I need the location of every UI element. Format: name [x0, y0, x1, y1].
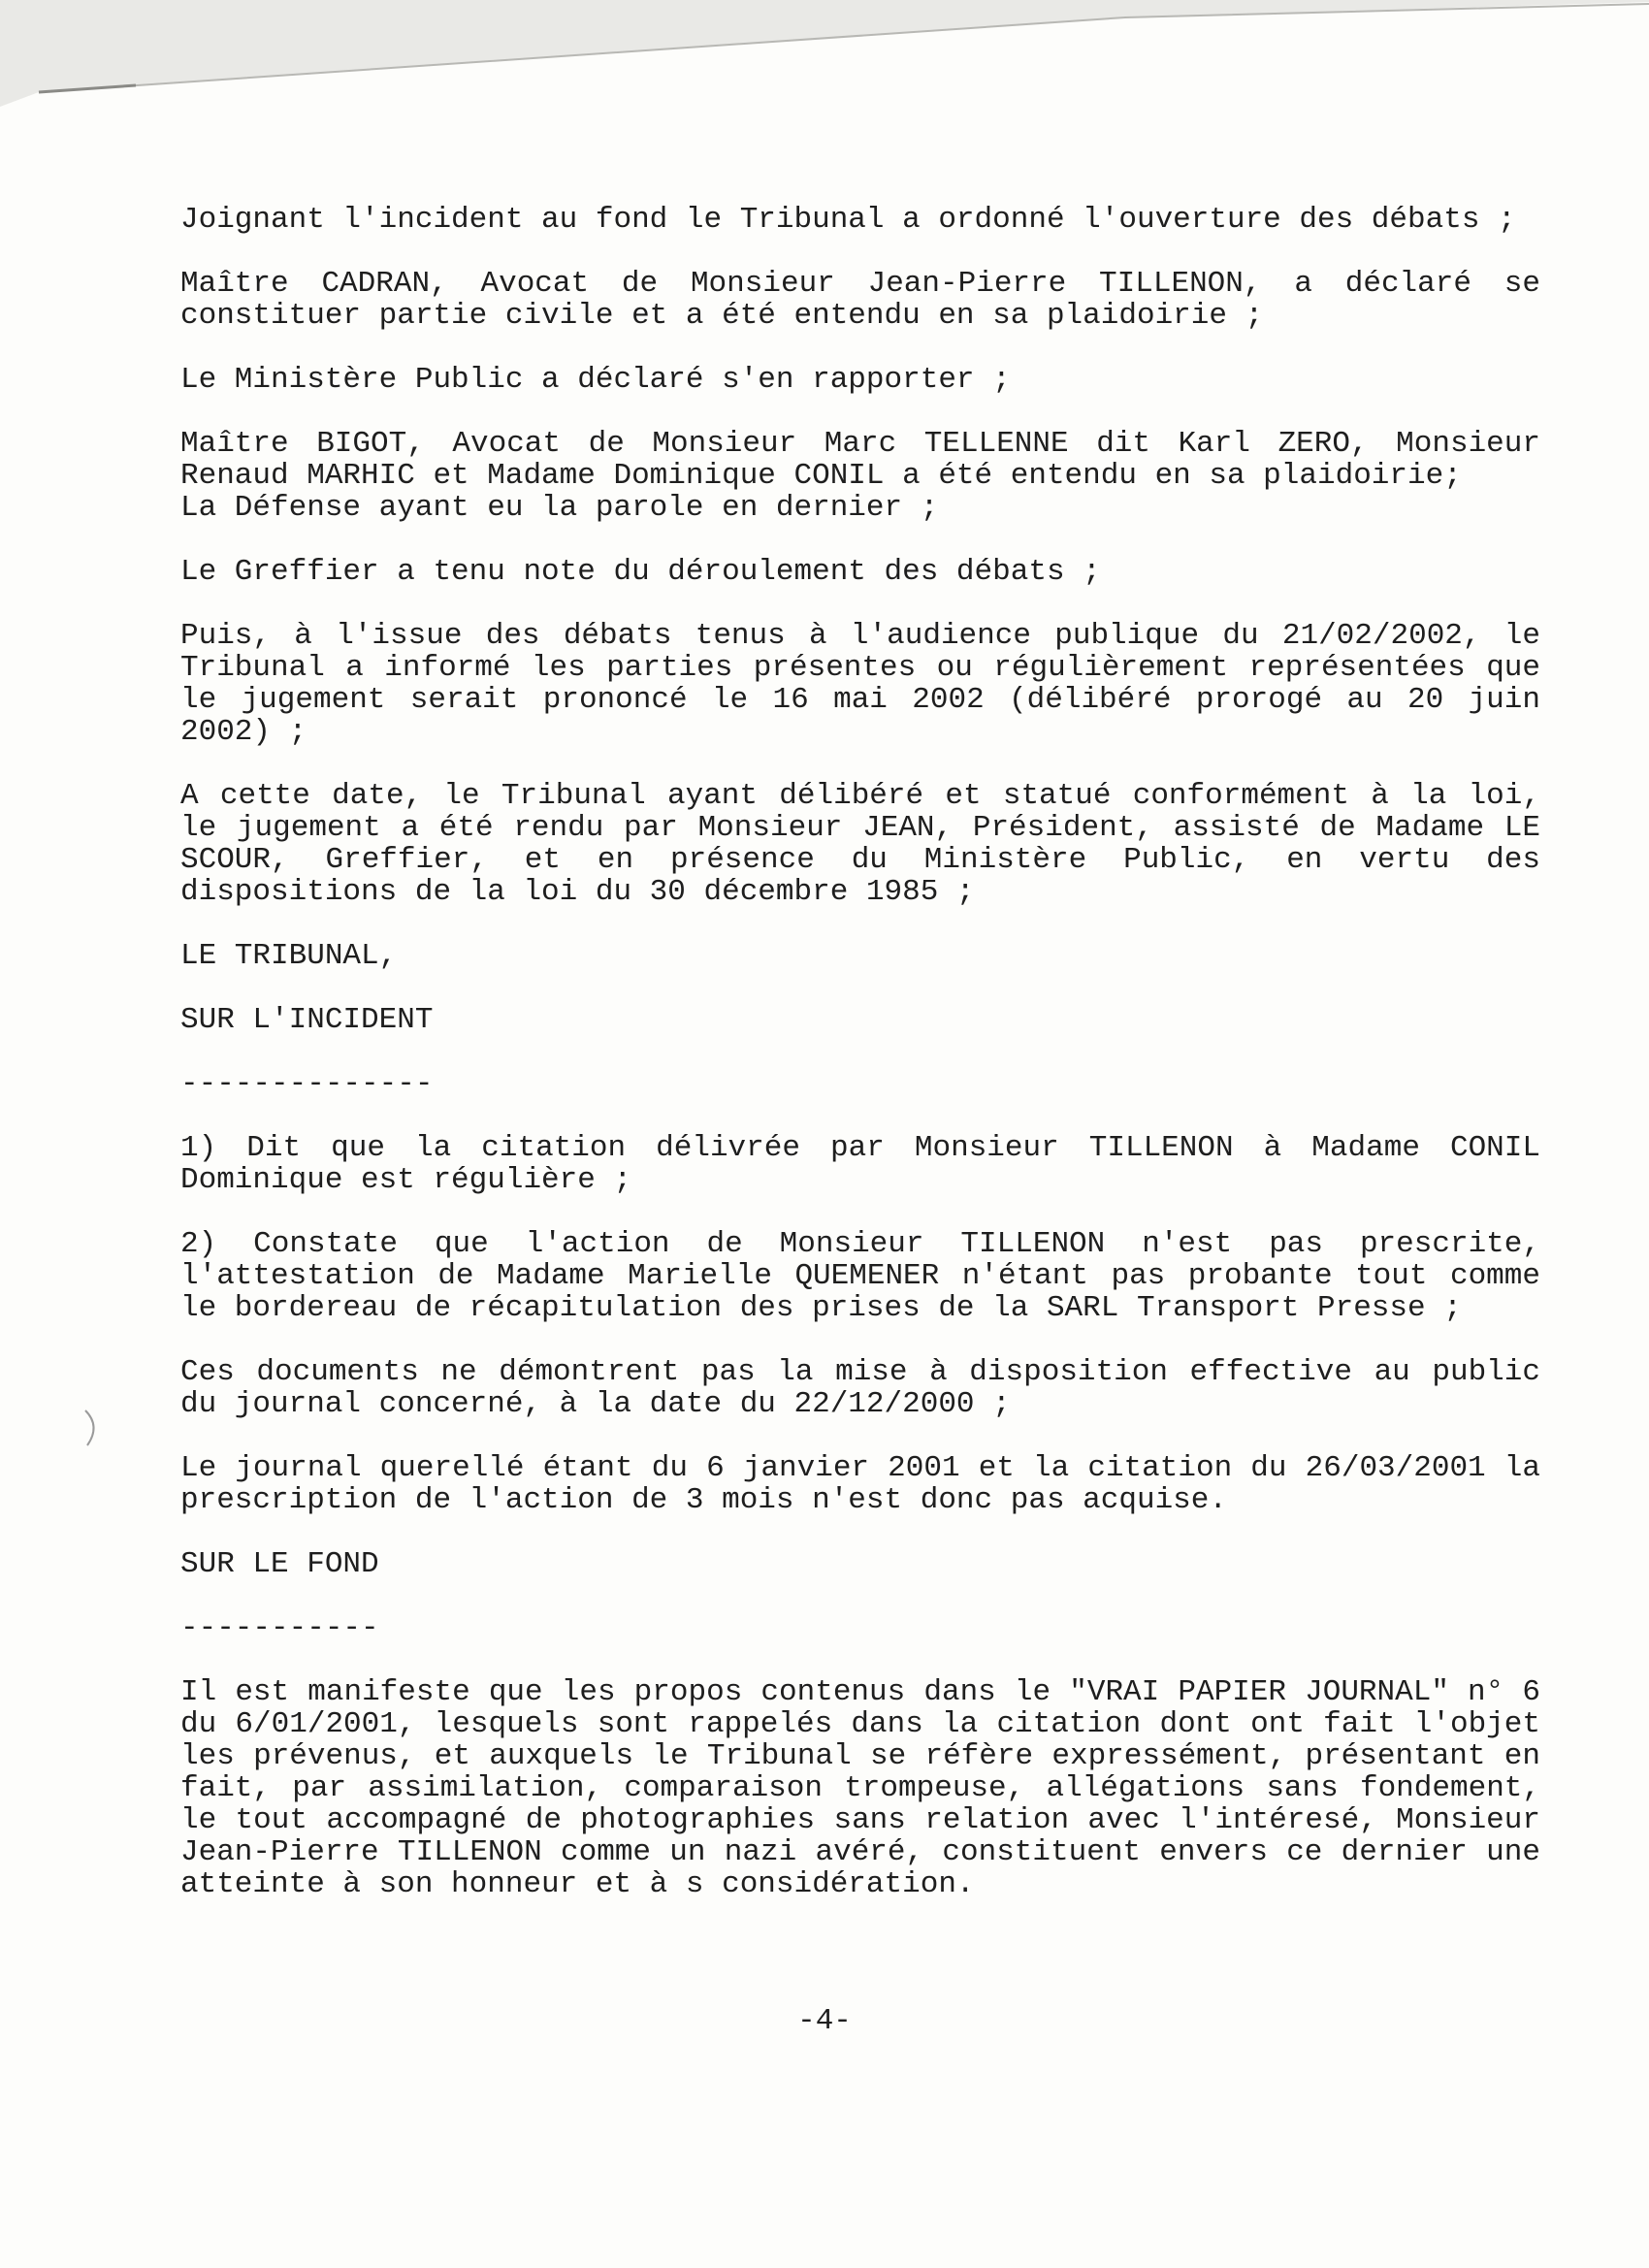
paragraph: Le Greffier a tenu note du déroulement des débats ; — [180, 555, 1101, 589]
incident-paragraph: Ces documents ne démontrent pas la mise à disposition effective au public du journal concerné, à la date du 22/12/2000 ; — [180, 1355, 1540, 1421]
paragraph: Maître CADRAN, Avocat de Monsieur Jean-Pierre TILLENON, a déclaré se constituer partie civile et a été entendu en sa plaidoirie ; — [180, 267, 1540, 333]
fond-heading: SUR LE FOND — [180, 1547, 379, 1581]
document-body — [180, 204, 1540, 1932]
punch-hole-mark — [76, 1407, 105, 1449]
tribunal-heading: LE TRIBUNAL, — [180, 939, 398, 973]
fond-heading-underline: ----------- — [180, 1611, 379, 1645]
fond-paragraph: Il est manifeste que les propos contenus dans le "VRAI PAPIER JOURNAL" n° 6 du 6/01/2001, lesquels sont rappelés dans la citation dont ont fait l'objet les prévenus, et auxquels le Tribunal se réfère expressément, présentant en fait, par assimilation, comparaison trompeuse, allégations sans fondement, le tout accompagné de photographies sans relation avec l'intéresé, Monsieur Jean-Pierre TILLENON comme un nazi avéré, constituent envers ce dernier une atteinte à son honneur et à s considération. — [180, 1675, 1540, 1901]
incident-heading: SUR L'INCIDENT — [180, 1003, 434, 1037]
incident-paragraph: 2) Constate que l'action de Monsieur TILLENON n'est pas prescrite, l'attestation de Madame Marielle QUEMENER n'étant pas probante tout comme le bordereau de récapitulation des prises de la SARL Transport Presse ; — [180, 1227, 1540, 1325]
incident-paragraph: 1) Dit que la citation délivrée par Monsieur TILLENON à Madame CONIL Dominique est régulière ; — [180, 1131, 1540, 1197]
paragraph: Joignant l'incident au fond le Tribunal a ordonné l'ouverture des débats ; — [180, 203, 1516, 237]
paragraph: Le Ministère Public a déclaré s'en rapporter ; — [180, 363, 1011, 397]
incident-paragraph: Le journal querellé étant du 6 janvier 2001 et la citation du 26/03/2001 la prescription de l'action de 3 mois n'est donc pas acquise. — [180, 1451, 1540, 1517]
paragraph: Puis, à l'issue des débats tenus à l'audience publique du 21/02/2002, le Tribunal a informé les parties présentes ou régulièrement représentées que le jugement serait prononcé le 16 mai 2002 (délibéré prorogé au 20 juin 2002) ; — [180, 619, 1540, 749]
page-number: -4- — [797, 2004, 852, 2038]
paragraph: A cette date, le Tribunal ayant délibéré et statué conformément à la loi, le jugement a été rendu par Monsieur JEAN, Président, assisté de Madame LE SCOUR, Greffier, et en présence du Ministère Public, en vertu des dispositions de la loi du 30 décembre 1985 ; — [180, 779, 1540, 909]
folded-corner-shadow — [0, 0, 1649, 116]
incident-heading-underline: -------------- — [180, 1067, 434, 1101]
paragraph: Maître BIGOT, Avocat de Monsieur Marc TELLENNE dit Karl ZERO, Monsieur Renaud MARHIC et Madame Dominique CONIL a été entendu en sa plaidoirie; La Défense ayant eu la parole en dernier ; — [180, 427, 1540, 525]
